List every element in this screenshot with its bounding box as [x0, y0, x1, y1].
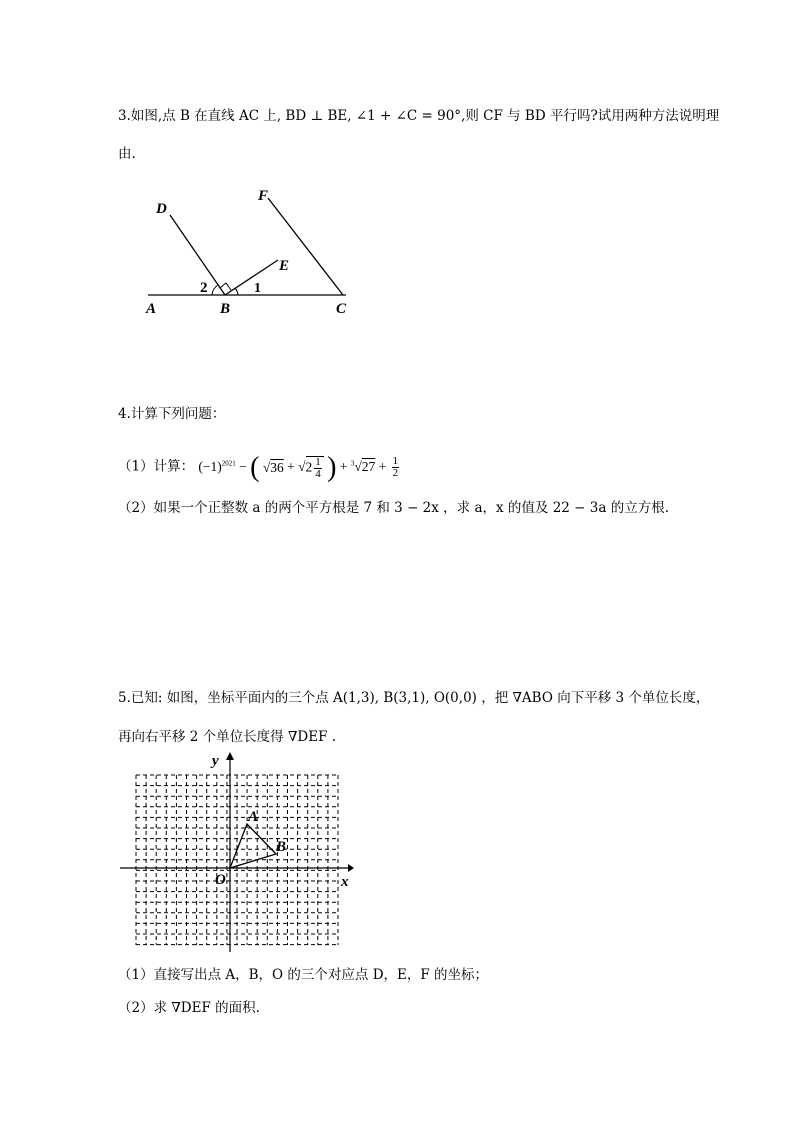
sqrt-36-radicand: 36: [270, 459, 284, 475]
q4-part2: （2）如果一个正整数 a 的两个平方根是 7 和 3 − 2x ，求 a，x 的值及 22 − 3a 的立方根.: [118, 500, 669, 516]
q3-figure: [140, 180, 370, 320]
label-angle-2: 2: [200, 280, 208, 296]
q5-text-line2: 再向右平移 2 个单位长度得 ∇DEF .: [118, 729, 337, 745]
label-y: y: [212, 753, 219, 769]
mixed-denominator: 4: [315, 467, 321, 480]
cube-radicand: 27: [361, 458, 376, 474]
sqrt-36: √36: [262, 459, 284, 475]
segment-cf: [268, 198, 343, 295]
q4-part1-expression: [198, 451, 401, 483]
minus-sign: −: [239, 458, 247, 474]
cube-root-27: $^3$√27: [350, 458, 376, 474]
label-e: E: [279, 258, 290, 274]
plus-sign-3: +: [378, 458, 387, 474]
label-b-point: B: [276, 839, 287, 855]
mixed-whole: 2: [305, 459, 313, 475]
right-paren: ): [327, 451, 337, 483]
half-numerator: 1: [392, 454, 399, 467]
angle-1-arc: [235, 288, 238, 295]
half-fraction: [392, 456, 400, 479]
sqrt-mixed: √2 $\frac{1}{4}$: [298, 459, 324, 474]
ray-be: [225, 260, 278, 295]
q4-part1-prefix: （1）计算：: [118, 458, 195, 475]
angle-2-arc: [212, 285, 218, 295]
neg-one: (−1): [198, 458, 222, 474]
ray-bd: [170, 215, 225, 295]
q5-part2: （2）求 ∇DEF 的面积.: [118, 1000, 260, 1016]
half-denominator: 2: [392, 466, 399, 479]
q5-text-line1: 5.已知: 如图，坐标平面内的三个点 A(1,3), B(3,1), O(0,0) ，把 ∇ABO 向下平移 3 个单位长度，: [118, 690, 710, 706]
q5-coordinate-grid-figure: [118, 750, 358, 955]
label-b: B: [220, 301, 231, 317]
q4-part1: [118, 446, 401, 483]
x-axis-arrow: [348, 864, 354, 872]
mixed-fraction: [314, 457, 322, 480]
label-a-point: A: [248, 809, 259, 825]
label-o: O: [215, 872, 226, 888]
cube-index: 3: [350, 459, 355, 467]
label-f: F: [258, 188, 269, 204]
mixed-numerator: 1: [315, 455, 321, 468]
label-d: D: [156, 201, 167, 217]
q3-text-line2: 由.: [118, 146, 136, 162]
q3-text-line1: 3.如图,点 B 在直线 AC 上, BD ⊥ BE, ∠1 + ∠C = 90°,则 CF 与 BD 平行吗?试用两种方法说明理: [118, 108, 720, 124]
q4-title: 4.计算下列问题：: [118, 406, 226, 422]
label-c: C: [336, 301, 347, 317]
label-a: A: [146, 301, 157, 317]
plus-sign-1: +: [287, 458, 295, 474]
exponent: 2021: [221, 459, 236, 467]
dashed-grid: [136, 775, 338, 945]
plus-sign-2: +: [339, 458, 348, 474]
left-paren: (: [250, 451, 260, 483]
q5-part1: （1）直接写出点 A，B，O 的三个对应点 D，E，F 的坐标；: [118, 967, 489, 983]
label-x: x: [341, 874, 349, 890]
right-angle-mark: [220, 283, 231, 290]
y-axis-arrow: [226, 752, 234, 760]
label-angle-1: 1: [254, 281, 261, 296]
